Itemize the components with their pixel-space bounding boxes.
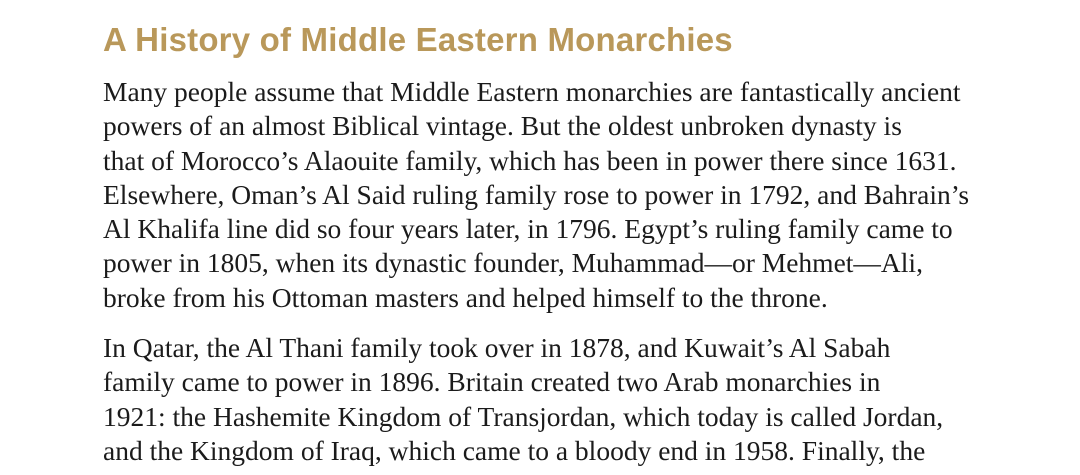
text-line: Al Khalifa line did so four years later, in 1796. Egypt’s ruling family came to (103, 213, 953, 245)
paragraph-2 (103, 331, 1063, 468)
text-line: 1921: the Hashemite Kingdom of Transjordan, which today is called Jordan, (103, 400, 944, 432)
text-line: that of Morocco’s Alaouite family, which has been in power there since 1631. (103, 144, 957, 176)
text-line: family came to power in 1896. Britain created two Arab monarchies in (103, 366, 881, 398)
text-line: powers of an almost Biblical vintage. But the oldest unbroken dynasty is (103, 110, 902, 142)
text-line: Many people assume that Middle Eastern monarchies are fantastically ancient (103, 76, 961, 107)
paragraph-1 (103, 75, 1063, 315)
article (103, 0, 1063, 468)
article-title: A History of Middle Eastern Monarchies (103, 21, 733, 58)
text-line: Elsewhere, Oman’s Al Said ruling family rose to power in 1792, and Bahrain’s (103, 178, 970, 210)
text-line: and the Kingdom of Iraq, which came to a bloody end in 1958. Finally, the (103, 434, 926, 466)
text-line: power in 1805, when its dynastic founder, Muhammad—or Mehmet—Ali, (103, 247, 923, 279)
text-line: broke from his Ottoman masters and helped himself to the throne. (103, 281, 828, 313)
text-line: In Qatar, the Al Thani family took over in 1878, and Kuwait’s Al Sabah (103, 332, 891, 364)
